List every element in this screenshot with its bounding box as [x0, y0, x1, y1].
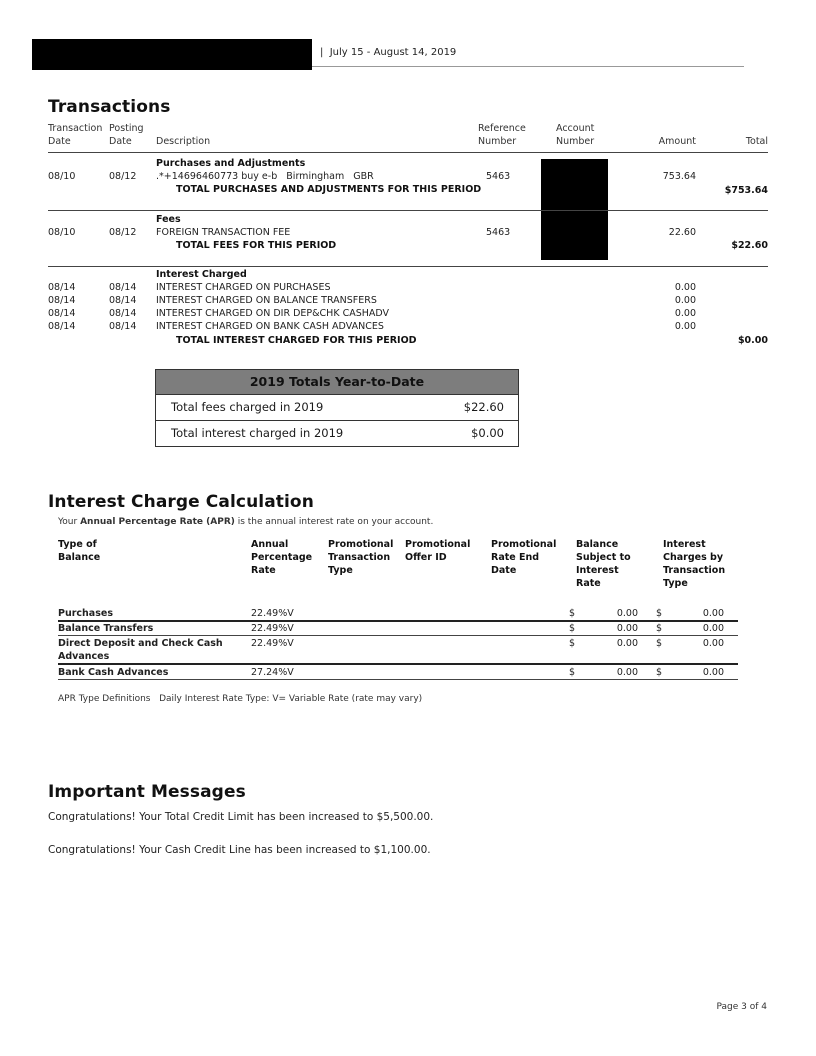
apr-col-type-line: Type of: [58, 539, 97, 550]
apr-row-rate: 27.24%V: [251, 667, 294, 678]
apr-col-promo-type-line: Type: [328, 565, 353, 576]
interest-row-description: INTEREST CHARGED ON DIR DEP&CHK CASHADV: [156, 308, 390, 319]
interest-calc-title: Interest Charge Calculation: [48, 492, 314, 512]
apr-intro-pre: Your: [58, 517, 81, 527]
purchase-reference: 5463: [486, 171, 511, 182]
interest-row-pdate: 08/14: [109, 282, 137, 293]
col-account-number: [556, 123, 594, 148]
col-description: Description: [156, 135, 211, 147]
interest-total-value: $0.00: [737, 335, 768, 346]
apr-col-promo-type-line: Transaction: [328, 552, 391, 563]
purchase-description: .*+14696460773 buy e-b Birmingham GBR: [156, 171, 374, 182]
fees-heading: Fees: [156, 214, 181, 225]
interest-row-tdate: 08/14: [48, 282, 76, 293]
apr-row-cur1: $: [569, 623, 576, 634]
apr-col-charges-line: Interest: [663, 539, 706, 550]
purchases-total-value: $753.64: [724, 185, 768, 196]
apr-col-promo-offer-line: Offer ID: [405, 552, 447, 563]
interest-row-pdate: 08/14: [109, 295, 137, 306]
apr-col-charges-line: Charges by: [663, 552, 724, 563]
apr-row-cur1: $: [569, 667, 576, 678]
col-account-line2: Number: [556, 135, 595, 147]
apr-row-rate: 22.49%V: [251, 623, 294, 634]
statement-period: [320, 47, 456, 59]
apr-col-promo-end-line: Rate End: [491, 552, 540, 563]
col-total: Total: [745, 135, 768, 147]
interest-row-tdate: 08/14: [48, 295, 76, 306]
apr-row-cur1: $: [569, 608, 576, 619]
apr-col-balance-line: Subject to: [576, 552, 631, 563]
apr-row-type: Bank Cash Advances: [58, 667, 169, 678]
interest-total-label: TOTAL INTEREST CHARGED FOR THIS PERIOD: [176, 335, 417, 346]
fee-tdate: 08/10: [48, 227, 76, 238]
apr-col-rate-line: Rate: [251, 565, 276, 576]
redacted-account-header: [32, 39, 312, 70]
apr-col-promo-offer: [405, 538, 470, 564]
purchases-total-label: TOTAL PURCHASES AND ADJUSTMENTS FOR THIS PERIOD: [176, 184, 482, 195]
page-number: Page 3 of 4: [716, 1002, 767, 1012]
apr-row-balance: 0.00: [616, 623, 638, 634]
interest-row-description: INTEREST CHARGED ON BANK CASH ADVANCES: [156, 321, 384, 332]
apr-row-balance: 0.00: [616, 638, 638, 649]
col-reference-line2: Number: [478, 135, 517, 147]
apr-row-balance: 0.00: [616, 608, 638, 619]
apr-row-cur2: $: [656, 638, 663, 649]
apr-row-charges: 0.00: [702, 608, 724, 619]
apr-row-cur2: $: [656, 667, 663, 678]
apr-row-rate: 22.49%V: [251, 608, 294, 619]
apr-col-type-line: Balance: [58, 552, 101, 563]
apr-col-balance: [576, 538, 631, 590]
purchase-tdate: 08/10: [48, 171, 76, 182]
purchase-pdate: 08/12: [109, 171, 137, 182]
interest-row-description: INTEREST CHARGED ON BALANCE TRANSFERS: [156, 295, 377, 306]
apr-intro-post: is the annual interest rate on your account.: [234, 517, 434, 527]
apr-row-cur2: $: [656, 623, 663, 634]
apr-col-balance-line: Interest: [576, 565, 619, 576]
period-separator: |: [320, 47, 324, 58]
ytd-totals-box: [155, 369, 519, 447]
col-account-line1: Account: [556, 123, 595, 134]
fee-description: FOREIGN TRANSACTION FEE: [156, 227, 291, 238]
col-reference-number: [478, 123, 526, 148]
apr-definitions: APR Type Definitions Daily Interest Rate Type: V= Variable Rate (rate may vary): [58, 694, 423, 704]
apr-col-balance-line: Balance: [576, 539, 619, 550]
apr-row-type: Balance Transfers: [58, 623, 154, 634]
col-posting-date-line1: Posting: [109, 123, 144, 134]
apr-row-charges: 0.00: [702, 667, 724, 678]
purchase-amount: 753.64: [662, 171, 696, 182]
apr-col-rate-line: Percentage: [251, 552, 313, 563]
interest-row-amount: 0.00: [674, 282, 696, 293]
col-posting-date-line2: Date: [109, 135, 132, 147]
ytd-fees-value: $22.60: [463, 400, 504, 414]
message-item: Congratulations! Your Total Credit Limit has been increased to $5,500.00.: [48, 811, 434, 823]
col-posting-date: [109, 123, 144, 148]
apr-col-balance-line: Rate: [576, 578, 601, 589]
apr-row-rate: 22.49%V: [251, 638, 294, 649]
col-transaction-date: [48, 123, 102, 148]
ytd-interest-label: Total interest charged in 2019: [171, 426, 344, 440]
header-rule: [312, 66, 744, 67]
interest-row-amount: 0.00: [674, 321, 696, 332]
fees-divider: [48, 266, 768, 267]
apr-row-type: [58, 637, 223, 663]
apr-row-charges: 0.00: [702, 638, 724, 649]
apr-col-charges-line: Transaction: [663, 565, 726, 576]
col-transaction-date-line2: Date: [48, 135, 71, 147]
fees-total-label: TOTAL FEES FOR THIS PERIOD: [176, 240, 337, 251]
period-text: July 15 - August 14, 2019: [329, 47, 457, 58]
apr-row-charges: 0.00: [702, 623, 724, 634]
header-divider: [48, 152, 768, 153]
interest-row-pdate: 08/14: [109, 308, 137, 319]
apr-intro: [58, 517, 433, 527]
interest-row-tdate: 08/14: [48, 321, 76, 332]
fee-pdate: 08/12: [109, 227, 137, 238]
apr-row-cur1: $: [569, 638, 576, 649]
apr-col-promo-type-line: Promotional: [328, 539, 394, 550]
apr-col-promo-end-line: Promotional: [491, 539, 557, 550]
interest-row-amount: 0.00: [674, 308, 696, 319]
apr-col-rate-line: Annual: [251, 539, 289, 550]
interest-row-description: INTEREST CHARGED ON PURCHASES: [156, 282, 331, 293]
messages-title: Important Messages: [48, 782, 246, 802]
col-amount: Amount: [658, 135, 696, 147]
ytd-interest-value: $0.00: [471, 426, 504, 440]
interest-heading: Interest Charged: [156, 269, 247, 280]
interest-row-pdate: 08/14: [109, 321, 137, 332]
apr-row-type-line: Advances: [58, 651, 110, 662]
apr-row-balance: 0.00: [616, 667, 638, 678]
apr-row-cur2: $: [656, 608, 663, 619]
apr-row-divider: [58, 679, 738, 680]
interest-row-amount: 0.00: [674, 295, 696, 306]
ytd-title: 2019 Totals Year-to-Date: [156, 370, 518, 395]
apr-row-divider: [58, 663, 738, 665]
col-reference-line1: Reference: [478, 123, 526, 134]
apr-col-rate: [251, 538, 312, 577]
message-item: Congratulations! Your Cash Credit Line has been increased to $1,100.00.: [48, 844, 431, 856]
apr-intro-bold: Annual Percentage Rate (APR): [80, 517, 235, 527]
apr-col-charges: [663, 538, 725, 590]
interest-row-tdate: 08/14: [48, 308, 76, 319]
apr-row-type-line: Direct Deposit and Check Cash: [58, 638, 223, 649]
apr-row-type: Purchases: [58, 608, 113, 619]
purchases-heading: Purchases and Adjustments: [156, 158, 306, 169]
fee-reference: 5463: [486, 227, 511, 238]
fees-total-value: $22.60: [731, 240, 768, 251]
apr-col-charges-line: Type: [663, 578, 688, 589]
apr-row-divider: [58, 635, 738, 636]
ytd-row: [156, 420, 518, 446]
apr-col-promo-end: [491, 538, 556, 577]
fee-amount: 22.60: [668, 227, 696, 238]
apr-col-promo-end-line: Date: [491, 565, 517, 576]
ytd-row: [156, 395, 518, 420]
purchases-divider: [48, 210, 768, 211]
apr-col-type: [58, 538, 100, 564]
transactions-title: Transactions: [48, 97, 171, 117]
col-transaction-date-line1: Transaction: [48, 123, 103, 134]
apr-col-promo-offer-line: Promotional: [405, 539, 471, 550]
apr-col-promo-type: [328, 538, 393, 577]
ytd-fees-label: Total fees charged in 2019: [171, 400, 324, 414]
